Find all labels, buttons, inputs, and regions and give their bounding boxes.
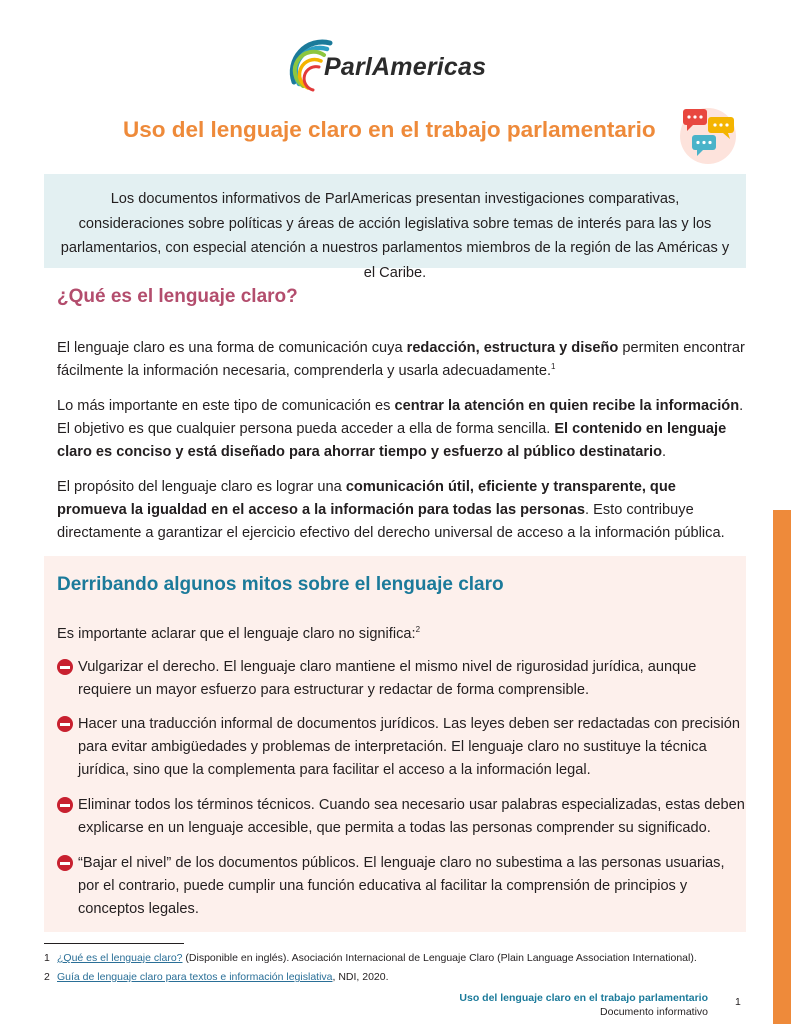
list-item: [57, 656, 747, 702]
myths-intro: [57, 623, 747, 646]
footnote-ref: 1: [551, 362, 556, 371]
list-item: [57, 794, 747, 840]
no-entry-icon: [57, 797, 73, 813]
parlamericas-logo: [284, 34, 514, 100]
text: El propósito del lenguaje claro es lograr una: [57, 479, 346, 495]
page-number: 1: [735, 996, 741, 1008]
bold-text: El contenido en lenguaje claro es conciso y está diseñado para ahorrar tiempo y esfuerzo al público destinatario: [57, 421, 727, 460]
page-title: Uso del lenguaje claro en el trabajo parlamentario: [123, 117, 656, 142]
bold-text: redacción, estructura y diseño: [406, 340, 619, 356]
no-entry-icon: [57, 855, 73, 871]
text: .: [662, 444, 667, 460]
footnote-link[interactable]: Guía de lenguaje claro para textos e información legislativa: [57, 971, 333, 983]
list-item-text: Hacer una traducción informal de documentos jurídicos. Las leyes deben ser redactadas con precisión para evitar ambigüedades y problemas de interpretación. El lenguaje claro no sustituye la técnica jurídica, sino que la complementa para facilitar el acceso a la información legal.: [78, 716, 740, 778]
footnote-2: [44, 971, 389, 983]
footnote-1: [44, 952, 697, 964]
text: . Esto contribuye directamente a garantizar el ejercicio efectivo del derecho universal de acceso a la información pública.: [57, 502, 725, 541]
section-heading-myths: Derribando algunos mitos sobre el lenguaje claro: [57, 574, 504, 595]
list-item: [57, 852, 747, 921]
footer-subtitle: Documento informativo: [600, 1006, 708, 1018]
paragraph-importance: [57, 395, 747, 464]
side-accent-bar: [773, 510, 791, 1024]
list-item-text: “Bajar el nivel” de los documentos públicos. El lenguaje claro no subestima a las personas usuarias, por el contrario, puede cumplir una función educativa al facilitar la comprensión de principios y conceptos legales.: [78, 855, 725, 917]
bold-text: centrar la atención en quien recibe la información: [394, 398, 740, 414]
no-entry-icon: [57, 716, 73, 732]
intro-box: [44, 174, 746, 281]
footnote-divider: [44, 943, 184, 944]
list-item-text: Vulgarizar el derecho. El lenguaje claro mantiene el mismo nivel de rigurosidad jurídica, aunque requiere un mayor esfuerzo para estructurar y redactar de forma comprensible.: [78, 659, 697, 698]
list-item-text: Eliminar todos los términos técnicos. Cuando sea necesario usar palabras especializadas, estas deben explicarse en un lenguaje accesible, que permita a todas las personas comprender su significado.: [78, 797, 745, 836]
footnote-ref: 2: [415, 625, 421, 634]
footnote-text: (Disponible en inglés). Asociación Internacional de Lenguaje Claro (Plain Language Association International).: [182, 952, 697, 964]
text: El lenguaje claro es una forma de comunicación cuya: [57, 340, 407, 356]
section-heading-what-is: ¿Qué es el lenguaje claro?: [57, 286, 298, 307]
no-entry-icon: [57, 659, 73, 675]
chat-bubbles-icon: [677, 103, 739, 165]
paragraph-definition: [57, 337, 747, 383]
list-item: [57, 713, 747, 782]
paragraph-purpose: [57, 476, 747, 545]
text: permiten encontrar fácilmente la información necesaria, comprenderla y usarla adecuadamente.: [57, 340, 745, 379]
footer-title: Uso del lenguaje claro en el trabajo parlamentario: [459, 992, 708, 1004]
text: Lo más importante en este tipo de comunicación es: [57, 398, 395, 414]
footnote-number: 1: [44, 952, 50, 964]
footnote-text: , NDI, 2020.: [332, 971, 389, 983]
text: . El objetivo es que cualquier persona pueda acceder a ella de forma sencilla.: [57, 398, 744, 437]
logo-text: ParlAmericas: [324, 53, 487, 81]
footnote-link[interactable]: ¿Qué es el lenguaje claro?: [57, 952, 183, 964]
text: Es importante aclarar que el lenguaje claro no significa:: [57, 626, 416, 642]
bold-text: comunicación útil, eficiente y transparente, que promueva la igualdad en el acceso a la información para todas las personas: [57, 479, 676, 518]
footnote-number: 2: [44, 971, 50, 983]
intro-text: Los documentos informativos de ParlAmericas presentan investigaciones comparativas, consideraciones sobre políticas y áreas de acción legislativa sobre temas de interés para las y los parlamentarios, con especial atención a nuestros parlamentos miembros de la región de las Américas y el Caribe.: [60, 191, 730, 281]
